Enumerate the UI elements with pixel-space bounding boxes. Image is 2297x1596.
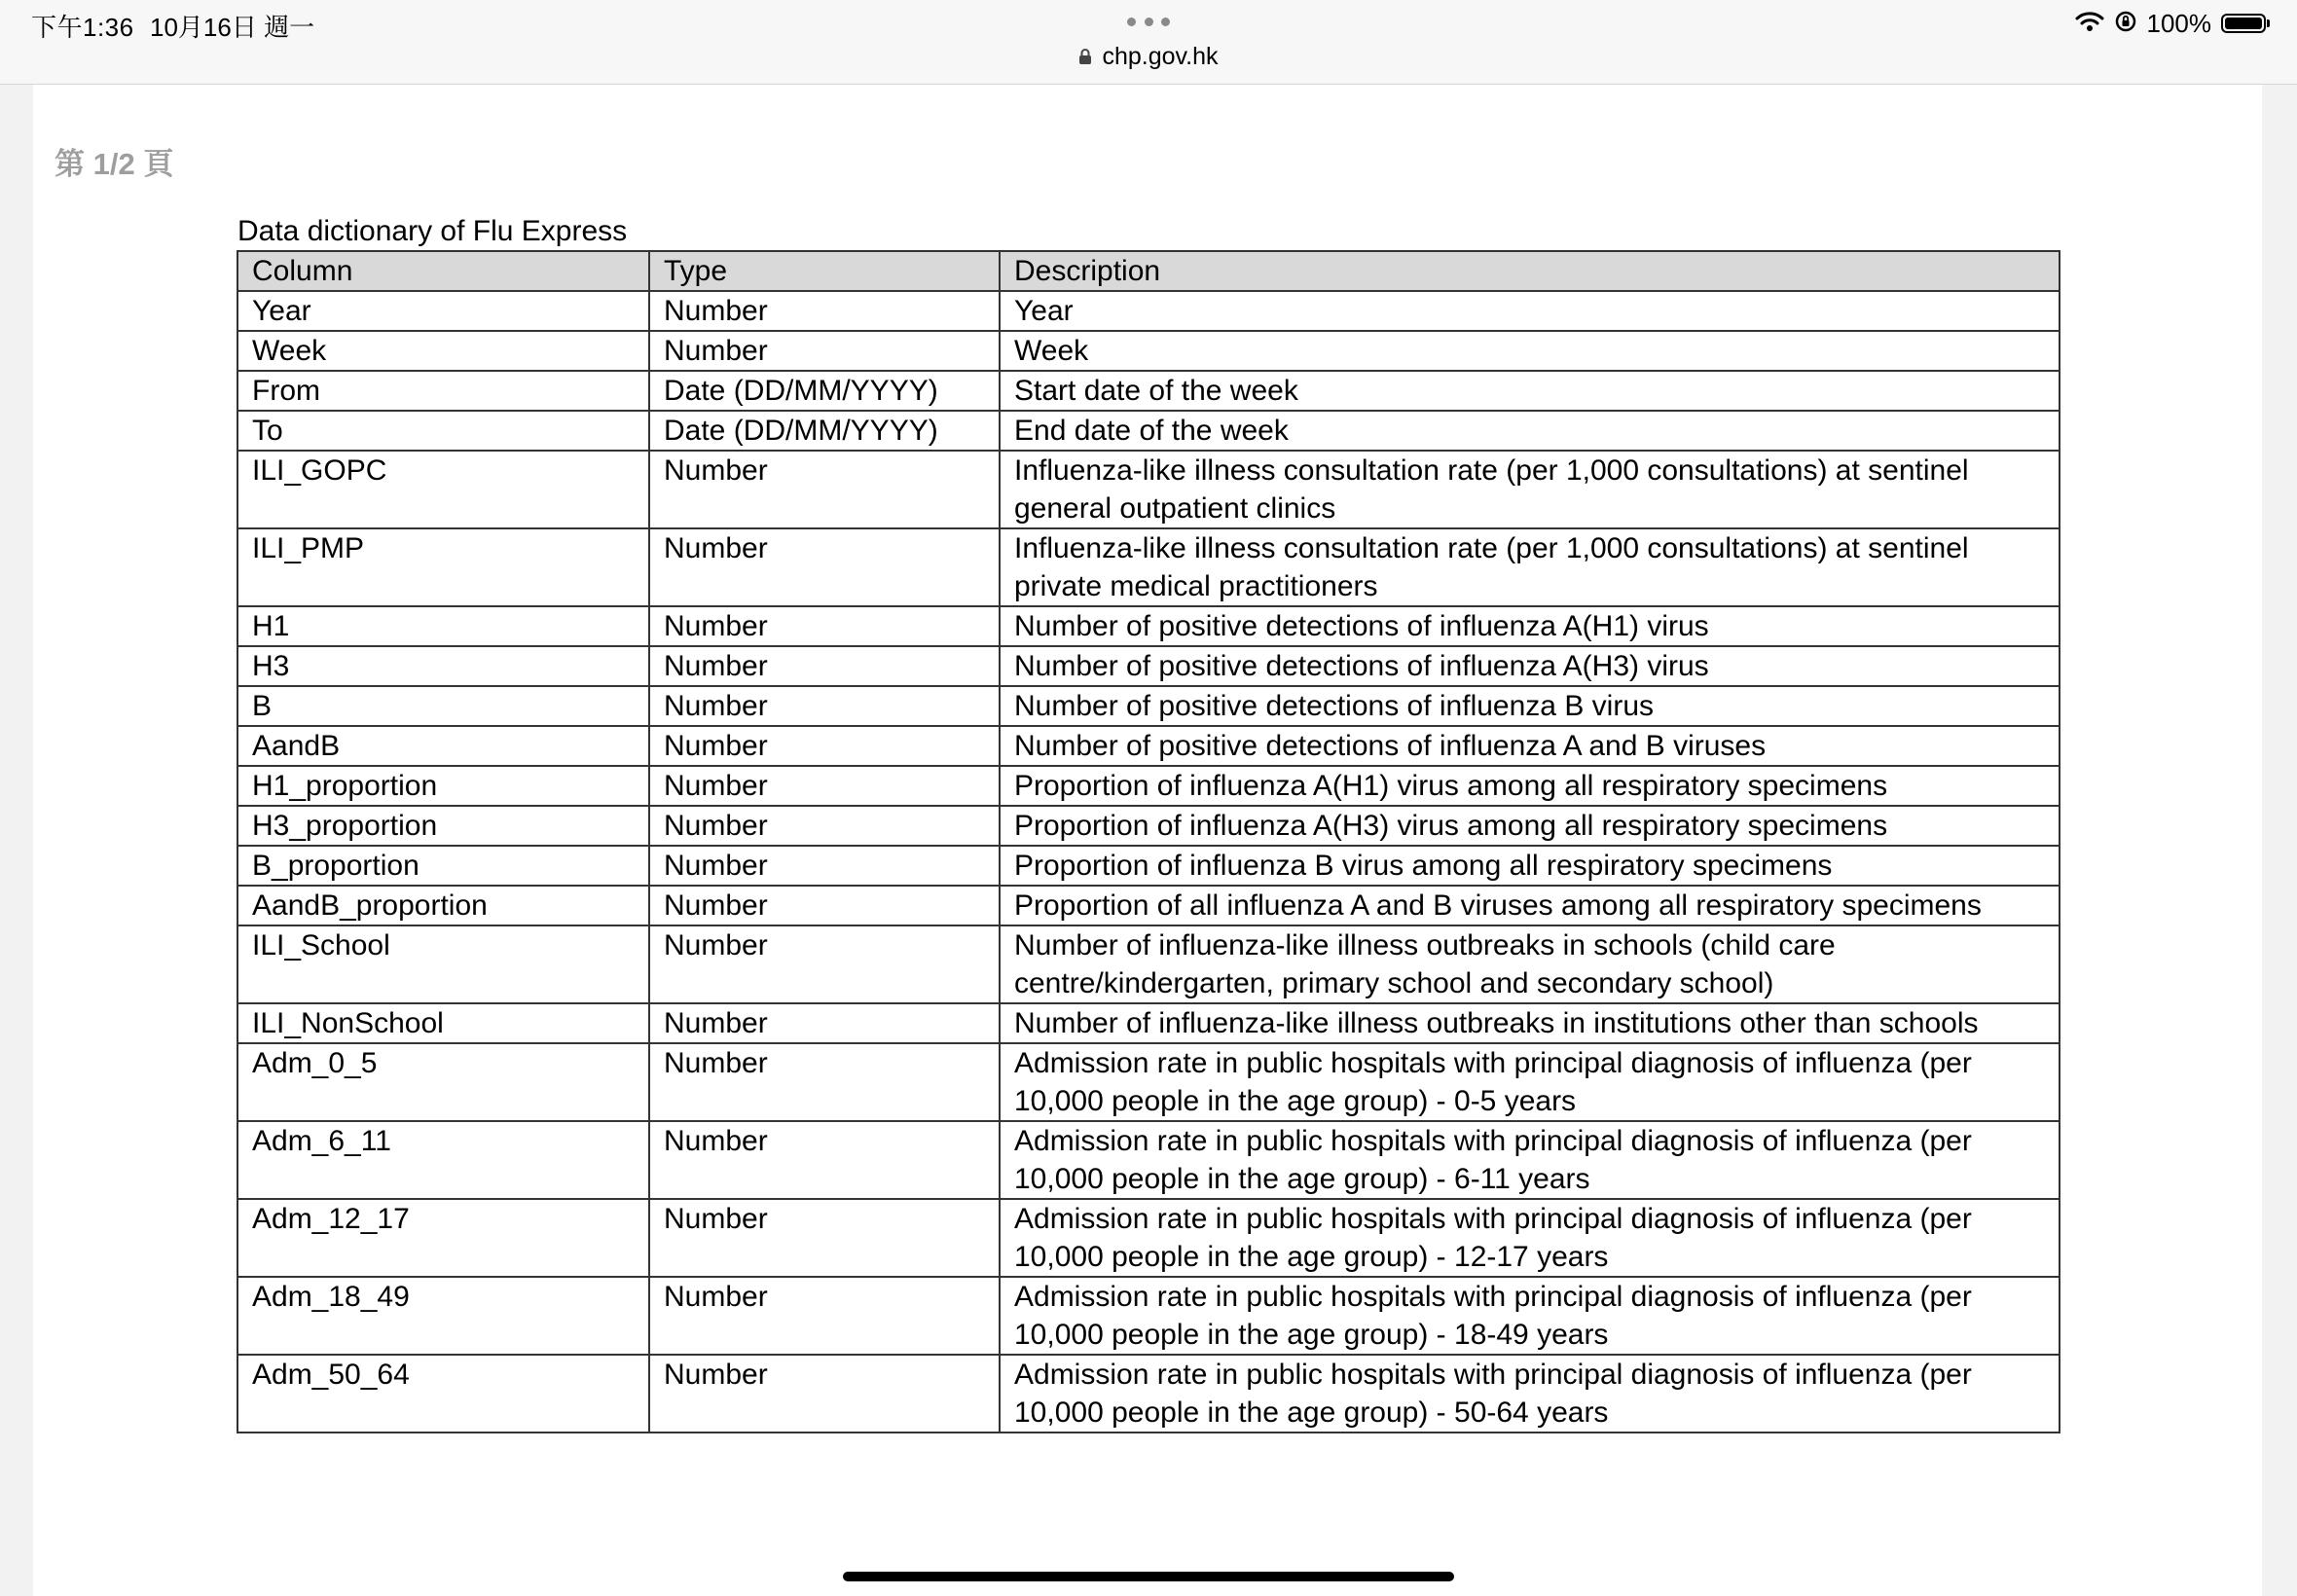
cell-column: ILI_NonSchool (237, 1003, 649, 1043)
table-row (237, 766, 2060, 806)
table-row (237, 528, 2060, 606)
table-row (237, 606, 2060, 646)
cell-column: ILI_GOPC (237, 451, 649, 528)
orientation-lock-icon (2114, 10, 2137, 38)
cell-description: Year (1000, 291, 2060, 331)
cell-column: B (237, 686, 649, 726)
page-indicator: 第 1/2 頁 (55, 147, 174, 181)
url-text: chp.gov.hk (1102, 42, 1219, 70)
cell-description: Proportion of influenza A(H3) virus among all respiratory specimens (1000, 806, 2060, 846)
table-row (237, 411, 2060, 451)
cell-description: Admission rate in public hospitals with principal diagnosis of influenza (per 10,000 people in the age group) - 6-11 years (1000, 1121, 2060, 1199)
cell-description: Week (1000, 331, 2060, 371)
battery-icon (2221, 14, 2266, 33)
home-indicator[interactable] (843, 1572, 1454, 1581)
cell-column: Week (237, 331, 649, 371)
cell-description: Influenza-like illness consultation rate (per 1,000 consultations) at sentinel private medical practitioners (1000, 528, 2060, 606)
wifi-icon (2075, 11, 2104, 37)
cell-description: Proportion of influenza A(H1) virus among all respiratory specimens (1000, 766, 2060, 806)
status-date: 10月16日 週一 (150, 13, 315, 42)
table-row (237, 451, 2060, 528)
table-row (237, 806, 2060, 846)
cell-type: Number (649, 806, 1000, 846)
header-description: Description (1000, 251, 2060, 291)
document-title: Data dictionary of Flu Express (237, 215, 628, 247)
cell-description: Proportion of all influenza A and B viruses among all respiratory specimens (1000, 886, 2060, 925)
cell-type: Number (649, 1043, 1000, 1121)
cell-description: Admission rate in public hospitals with principal diagnosis of influenza (per 10,000 people in the age group) - 18-49 years (1000, 1277, 2060, 1355)
cell-type: Number (649, 451, 1000, 528)
more-options-icon[interactable] (1127, 16, 1170, 27)
lock-icon (1078, 48, 1092, 65)
cell-column: B_proportion (237, 846, 649, 886)
table-row (237, 646, 2060, 686)
cell-column: H1 (237, 606, 649, 646)
cell-type: Number (649, 1121, 1000, 1199)
cell-description: Number of positive detections of influenza B virus (1000, 686, 2060, 726)
table-row (237, 846, 2060, 886)
cell-type: Number (649, 686, 1000, 726)
table-row (237, 1043, 2060, 1121)
cell-column: ILI_PMP (237, 528, 649, 606)
cell-column: H3 (237, 646, 649, 686)
document-page (33, 85, 2262, 1596)
cell-column: H1_proportion (237, 766, 649, 806)
header-type: Type (649, 251, 1000, 291)
table-row (237, 686, 2060, 726)
cell-description: Influenza-like illness consultation rate (per 1,000 consultations) at sentinel general outpatient clinics (1000, 451, 2060, 528)
cell-description: End date of the week (1000, 411, 2060, 451)
cell-type: Date (DD/MM/YYYY) (649, 371, 1000, 411)
table-row (237, 371, 2060, 411)
cell-type: Number (649, 1355, 1000, 1433)
cell-column: Adm_50_64 (237, 1355, 649, 1433)
address-bar[interactable] (1071, 39, 1226, 74)
table-header-row (237, 251, 2060, 291)
table-row (237, 1355, 2060, 1433)
cell-description: Number of positive detections of influenza A(H1) virus (1000, 606, 2060, 646)
cell-column: Year (237, 291, 649, 331)
cell-type: Number (649, 1003, 1000, 1043)
cell-description: Proportion of influenza B virus among all respiratory specimens (1000, 846, 2060, 886)
cell-type: Number (649, 846, 1000, 886)
cell-type: Number (649, 766, 1000, 806)
cell-type: Number (649, 606, 1000, 646)
cell-description: Start date of the week (1000, 371, 2060, 411)
status-bar (0, 0, 2297, 85)
cell-description: Number of positive detections of influenza A(H3) virus (1000, 646, 2060, 686)
cell-column: Adm_18_49 (237, 1277, 649, 1355)
table-row (237, 886, 2060, 925)
cell-column: Adm_12_17 (237, 1199, 649, 1277)
table-row (237, 1199, 2060, 1277)
cell-description: Admission rate in public hospitals with principal diagnosis of influenza (per 10,000 people in the age group) - 50-64 years (1000, 1355, 2060, 1433)
cell-column: ILI_School (237, 925, 649, 1003)
cell-column: AandB (237, 726, 649, 766)
cell-column: Adm_0_5 (237, 1043, 649, 1121)
table-row (237, 925, 2060, 1003)
table-row (237, 1277, 2060, 1355)
table-row (237, 1121, 2060, 1199)
cell-type: Number (649, 886, 1000, 925)
status-time: 下午1:36 (31, 13, 134, 42)
table-row (237, 1003, 2060, 1043)
cell-column: From (237, 371, 649, 411)
cell-type: Number (649, 331, 1000, 371)
cell-type: Number (649, 925, 1000, 1003)
cell-type: Number (649, 528, 1000, 606)
cell-column: H3_proportion (237, 806, 649, 846)
cell-description: Number of positive detections of influenza A and B viruses (1000, 726, 2060, 766)
header-column: Column (237, 251, 649, 291)
cell-type: Number (649, 646, 1000, 686)
table-row (237, 726, 2060, 766)
table-row (237, 331, 2060, 371)
cell-type: Number (649, 726, 1000, 766)
status-indicators (2075, 6, 2267, 41)
cell-description: Number of influenza-like illness outbreaks in institutions other than schools (1000, 1003, 2060, 1043)
cell-column: To (237, 411, 649, 451)
cell-type: Date (DD/MM/YYYY) (649, 411, 1000, 451)
cell-type: Number (649, 1277, 1000, 1355)
data-dictionary-table (237, 250, 2060, 1433)
cell-column: AandB_proportion (237, 886, 649, 925)
table-row (237, 291, 2060, 331)
cell-type: Number (649, 291, 1000, 331)
cell-column: Adm_6_11 (237, 1121, 649, 1199)
cell-description: Number of influenza-like illness outbreaks in schools (child care centre/kindergarten, primary school and secondary school) (1000, 925, 2060, 1003)
battery-percentage: 100% (2146, 8, 2211, 38)
cell-description: Admission rate in public hospitals with principal diagnosis of influenza (per 10,000 people in the age group) - 12-17 years (1000, 1199, 2060, 1277)
cell-description: Admission rate in public hospitals with principal diagnosis of influenza (per 10,000 people in the age group) - 0-5 years (1000, 1043, 2060, 1121)
cell-type: Number (649, 1199, 1000, 1277)
